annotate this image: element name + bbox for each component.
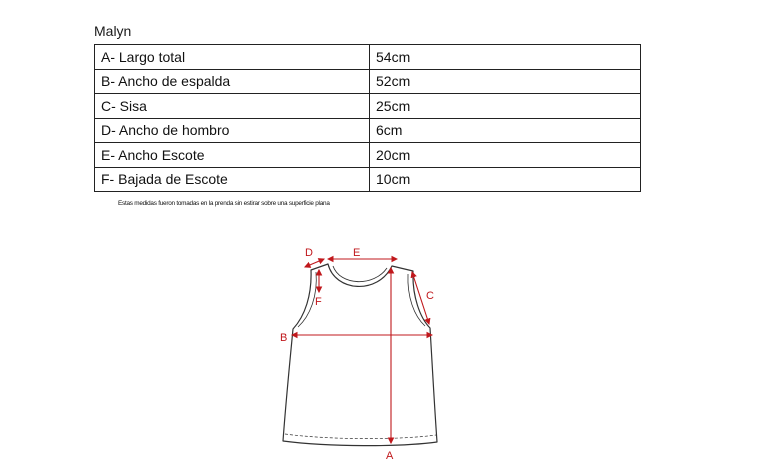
measurement-value: 54cm <box>370 45 641 70</box>
label-f: F <box>315 296 322 308</box>
label-a: A <box>386 450 394 461</box>
label-e: E <box>353 247 361 259</box>
measurement-label: F- Bajada de Escote <box>95 167 370 192</box>
label-c: C <box>426 290 434 302</box>
measurement-label: A- Largo total <box>95 45 370 70</box>
label-b: B <box>280 332 288 344</box>
measurement-value: 25cm <box>370 94 641 119</box>
measurement-label: B- Ancho de espalda <box>95 69 370 94</box>
measurement-value: 6cm <box>370 118 641 143</box>
tank-top-outline <box>283 264 437 446</box>
measurement-label: E- Ancho Escote <box>95 143 370 168</box>
measurement-value: 20cm <box>370 143 641 168</box>
garment-title: Malyn <box>94 23 132 39</box>
label-d: D <box>305 247 313 259</box>
measurement-note: Estas medidas fueron tomadas en la prenda sin estirar sobre una superficie plana <box>118 200 330 207</box>
measurement-label: D- Ancho de hombro <box>95 118 370 143</box>
measurement-value: 10cm <box>370 167 641 192</box>
measurement-label: C- Sisa <box>95 94 370 119</box>
measurement-value: 52cm <box>370 69 641 94</box>
